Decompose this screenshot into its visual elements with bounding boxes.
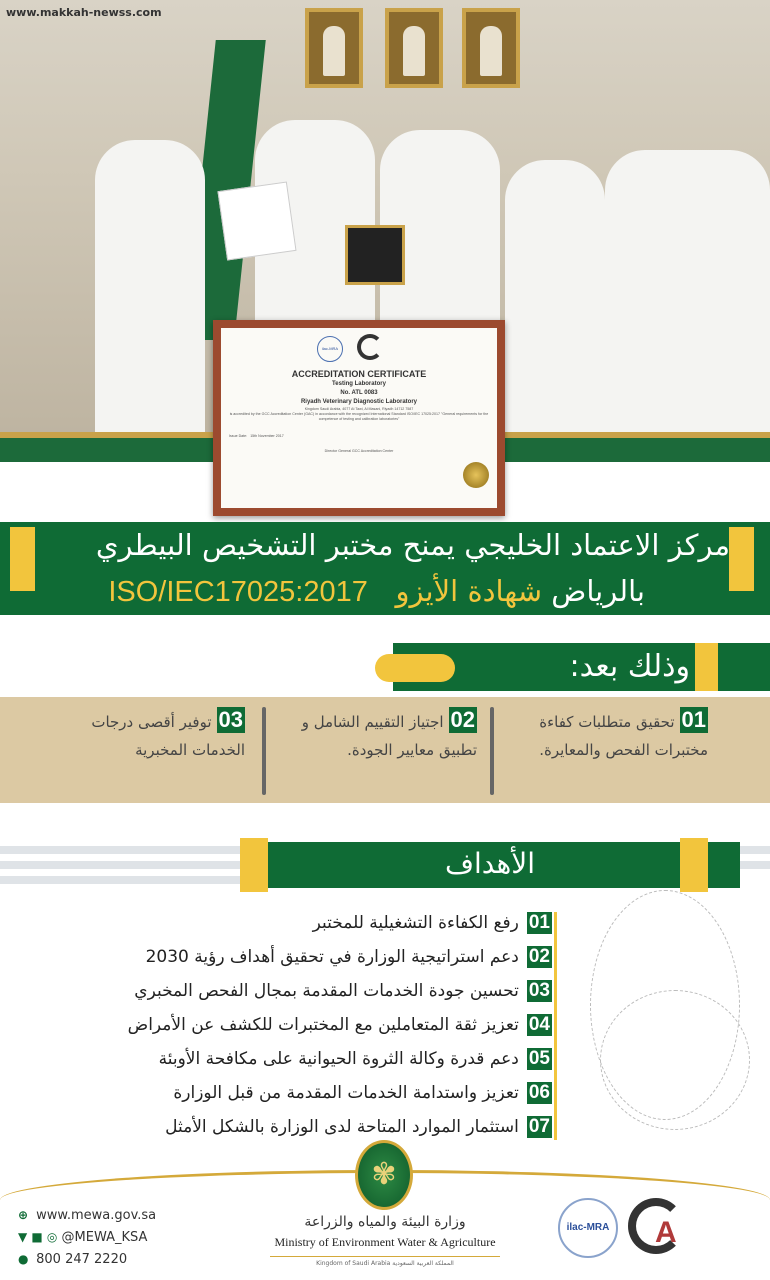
goals-line [554,912,557,1140]
gac-logo [357,334,383,360]
globe-icon: ⊕ [18,1208,29,1222]
goal-item: 02دعم استراتيجية الوزارة في تحقيق أهداف رؤية 2030 [145,946,550,967]
step-item: 03توفير أقصى درجات الخدمات المخبرية [91,707,245,759]
watermark: www.makkah-newss.com [6,6,162,19]
title-banner [0,522,770,615]
gac-logo-a: A [655,1216,677,1249]
title-line1: مركز الاعتماد الخليجي يمنح مختبر التشخيص البيطري [95,528,730,562]
person [95,140,205,450]
yellow-bar [729,527,754,591]
cert-type: Testing Laboratory [332,381,386,387]
step-item: 01تحقيق متطلبات كفاءة مختبرات الفحص والمعايرة. [539,707,708,759]
cert-heading: ACCREDITATION CERTIFICATE [291,369,427,379]
goals-banner [240,842,740,888]
accreditation-certificate [213,320,505,516]
ministry-name-ar: وزارة البيئة والمياه والزراعة [304,1214,466,1230]
decor-stripe [740,861,770,869]
held-certificate [217,181,296,260]
portrait [462,8,520,88]
divider [490,707,494,795]
ilac-logo: ilac-MRA [317,336,343,362]
social-handle[interactable]: ▼ ■ ◎ @MEWA_KSA [18,1230,148,1245]
issue-label: Issue Date: [229,434,248,438]
step-item: 02اجتياز التقييم الشامل و تطبيق معايير الجودة. [301,707,477,759]
title-line2: بالرياض شهادة الأيزو ISO/IEC17025:2017 [108,574,645,608]
person [605,150,770,450]
goal-item: 05دعم قدرة وكالة الثروة الحيوانية على مكافحة الأوبئة [158,1048,550,1069]
after-label: وذلك بعد: [569,649,690,684]
flask-illustration [600,990,750,1130]
goal-item: 06تعزيز واستدامة الخدمات المقدمة من قبل الوزارة [173,1082,550,1103]
website-link[interactable]: ⊕ www.mewa.gov.sa [18,1208,157,1223]
decor-stripe [0,861,250,869]
divider [262,707,266,795]
ministry-emblem-icon: ✾ [355,1140,413,1210]
phone-number: ● 800 247 2220 [18,1252,128,1267]
kingdom-label: Kingdom of Saudi Arabia المملكة العربية السعودية [270,1256,500,1269]
yellow-pill [375,654,455,682]
cert-lab: Riyadh Veterinary Diagnostic Laboratory [300,399,418,405]
person [505,160,605,450]
ministry-name-en: Ministry of Environment Water & Agriculture [274,1235,496,1249]
decor-stripe [0,846,250,854]
steps-panel [0,697,770,803]
signatory: Director General GCC Accreditation Center [324,449,394,453]
decor-stripe [740,846,770,854]
social-icons: ▼ ■ ◎ [18,1230,58,1244]
yellow-bar [695,643,718,691]
portrait [305,8,363,88]
goals-heading: الأهداف [444,847,535,880]
issue-date: 15th November 2017 [250,434,284,438]
decor-stripe [0,876,250,884]
ilac-mra-logo: ilac-MRA [558,1198,618,1258]
yellow-bar [10,527,35,591]
cert-body: is accredited by the GCC Accreditation Center (GAC) in accordance with the recognized International Standard ISO/IEC 17025:2017 "General requirements for the competence of testing and calibration laboratories" [229,412,489,421]
goal-item: 04تعزيز ثقة المتعاملين مع المختبرات للكشف عن الأمراض [127,1014,550,1035]
goal-item: 07استثمار الموارد المتاحة لدى الوزارة بالشكل الأمثل [165,1116,550,1137]
goal-item: 01رفع الكفاءة التشغيلية للمختبر [312,912,550,933]
phone-icon: ● [18,1252,29,1266]
award-plaque [345,225,405,285]
cert-address: Kingdom Saudi Arabia, 4077 At Tawi, Al Masani, Riyadh 14712 7587 [304,407,414,411]
cert-number: No. ATL 0083 [340,390,378,396]
portrait [385,8,443,88]
gold-seal-icon [463,462,489,488]
goal-item: 03تحسين جودة الخدمات المقدمة بمجال الفحص المخبري [134,980,550,1001]
